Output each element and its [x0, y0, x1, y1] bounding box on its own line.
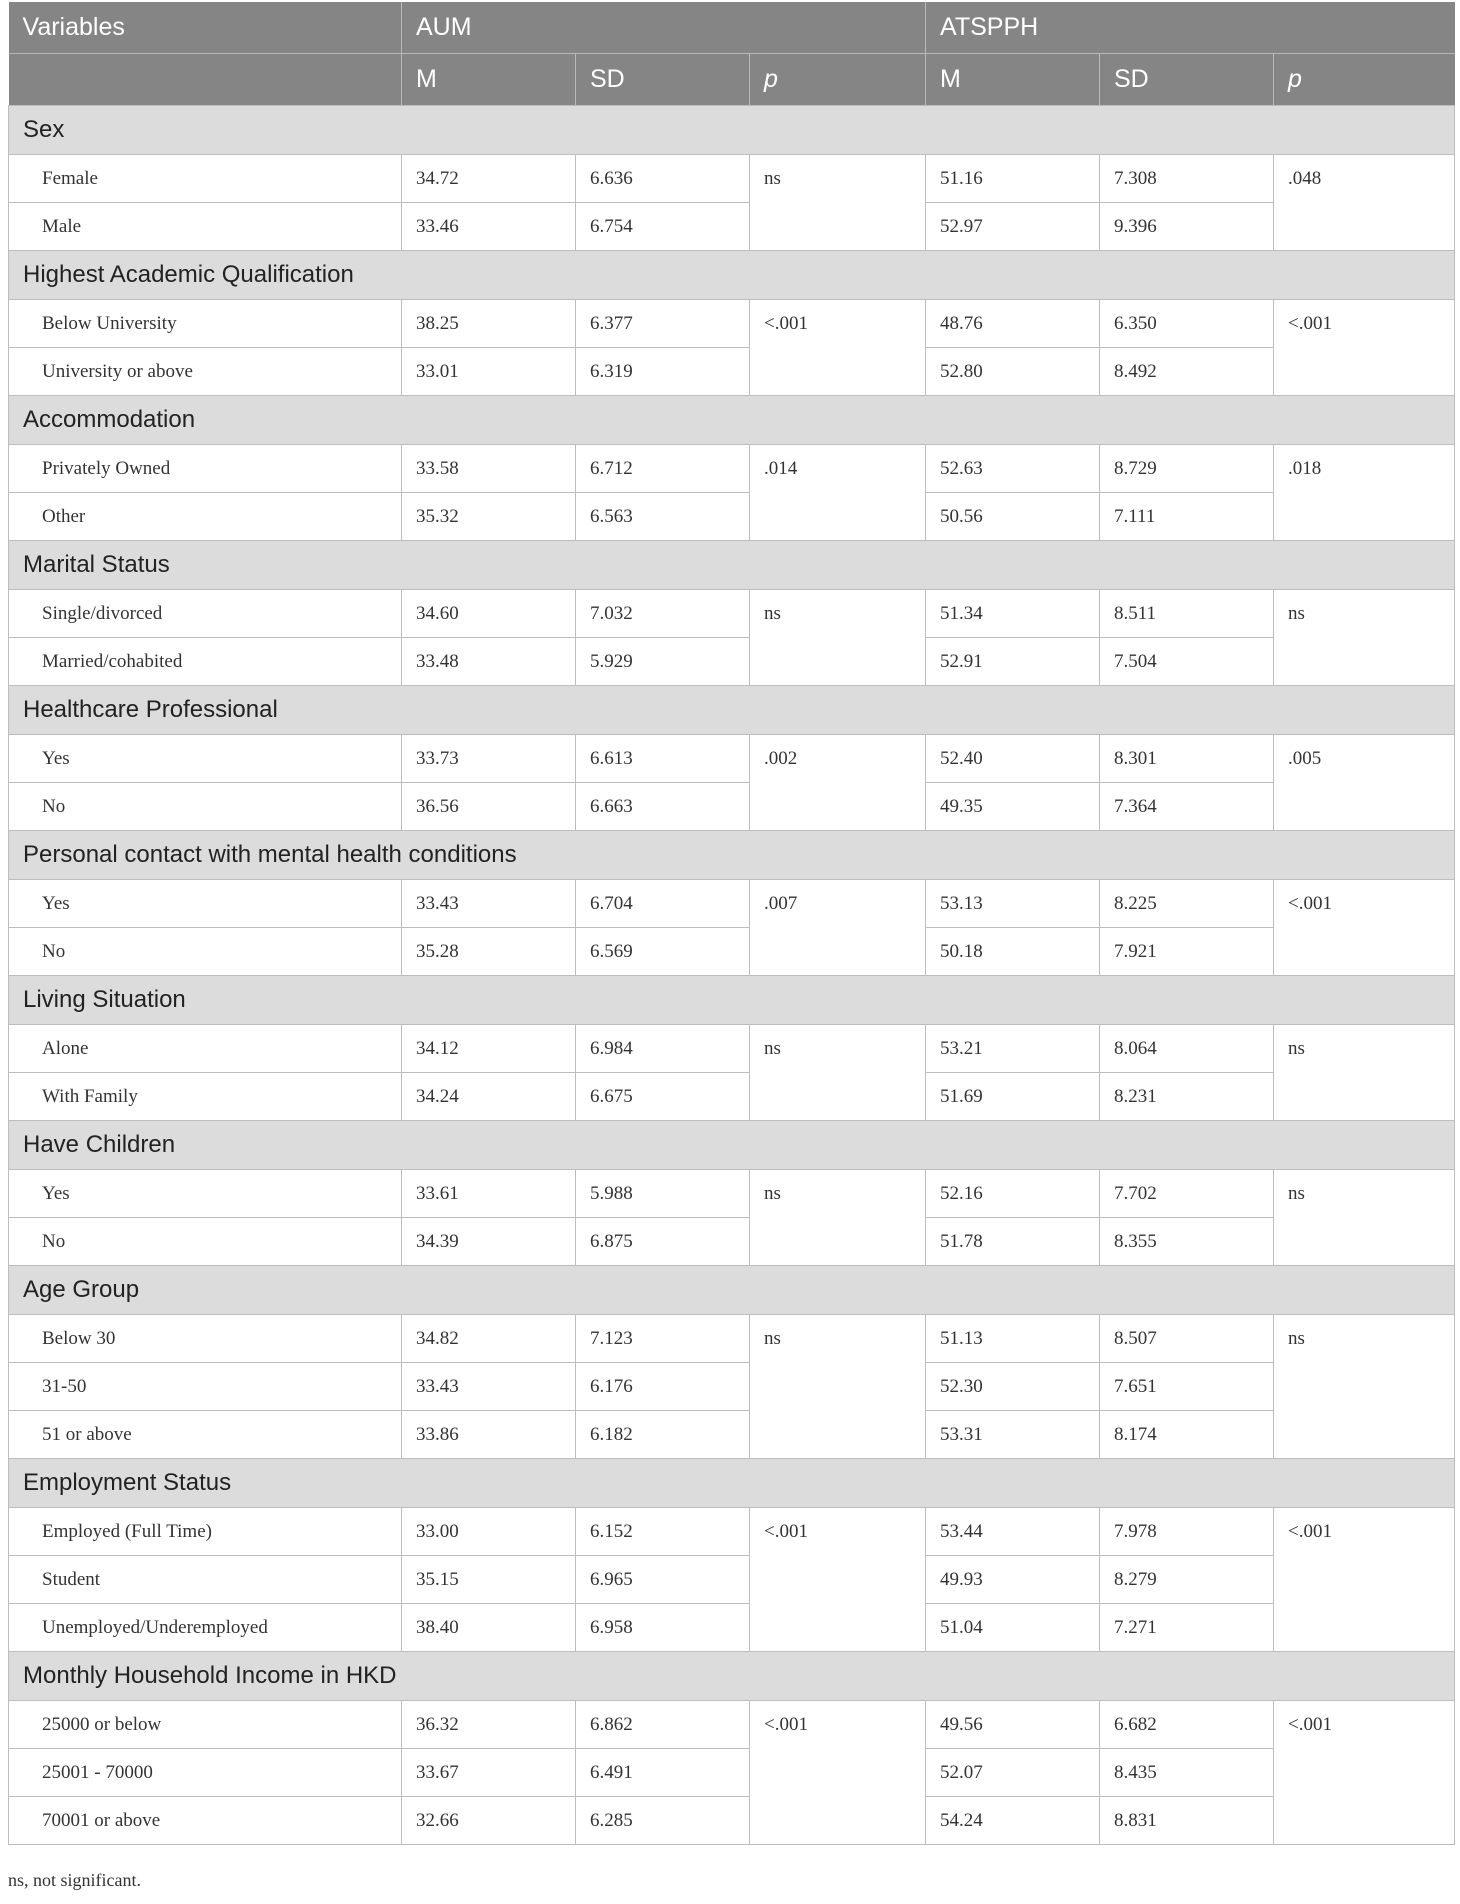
aum-sd-cell: 6.491 — [576, 1749, 750, 1797]
aum-sd-cell: 6.152 — [576, 1508, 750, 1556]
atspph-sd-cell: 7.308 — [1100, 155, 1274, 203]
table-row — [9, 300, 1455, 348]
aum-mean-cell: 34.24 — [402, 1073, 576, 1121]
table-row — [9, 1604, 1455, 1652]
table-row — [9, 1411, 1455, 1459]
atspph-mean-cell: 52.97 — [926, 203, 1100, 251]
aum-sd-cell: 6.984 — [576, 1025, 750, 1073]
aum-sd-cell: 6.569 — [576, 928, 750, 976]
header-row-2 — [9, 54, 1455, 106]
aum-mean-cell: 36.32 — [402, 1701, 576, 1749]
group-header-row — [9, 251, 1455, 300]
table-row — [9, 1556, 1455, 1604]
aum-mean-cell: 34.60 — [402, 590, 576, 638]
row-label: No — [9, 928, 402, 976]
row-label: 31-50 — [9, 1363, 402, 1411]
header-aum: AUM — [402, 2, 926, 54]
atspph-sd-cell: 7.111 — [1100, 493, 1274, 541]
atspph-sd-cell: 8.355 — [1100, 1218, 1274, 1266]
group-title: Marital Status — [9, 541, 1455, 590]
aum-mean-cell: 35.15 — [402, 1556, 576, 1604]
row-label: 25000 or below — [9, 1701, 402, 1749]
group-header-row — [9, 106, 1455, 155]
aum-p-value-cell: ns — [750, 1315, 926, 1459]
results-table-container — [8, 2, 1454, 1845]
table-footnote: ns, not significant. — [8, 1870, 141, 1890]
atspph-mean-cell: 51.69 — [926, 1073, 1100, 1121]
aum-sd-cell: 6.319 — [576, 348, 750, 396]
group-title: Monthly Household Income in HKD — [9, 1652, 1455, 1701]
group-header-row — [9, 1459, 1455, 1508]
group-title: Healthcare Professional — [9, 686, 1455, 735]
aum-mean-cell: 33.58 — [402, 445, 576, 493]
row-label: University or above — [9, 348, 402, 396]
group-header-row — [9, 1266, 1455, 1315]
group-title: Have Children — [9, 1121, 1455, 1170]
row-label: Employed (Full Time) — [9, 1508, 402, 1556]
aum-mean-cell: 34.82 — [402, 1315, 576, 1363]
table-row — [9, 783, 1455, 831]
atspph-mean-cell: 51.78 — [926, 1218, 1100, 1266]
header-atspph: ATSPPH — [926, 2, 1455, 54]
table-row — [9, 880, 1455, 928]
aum-sd-cell: 6.663 — [576, 783, 750, 831]
row-label: Married/cohabited — [9, 638, 402, 686]
table-body — [9, 106, 1455, 1845]
atspph-sd-cell: 7.978 — [1100, 1508, 1274, 1556]
row-label: Below 30 — [9, 1315, 402, 1363]
group-header-row — [9, 1121, 1455, 1170]
aum-sd-cell: 6.613 — [576, 735, 750, 783]
atspph-p-value-cell: <.001 — [1274, 1701, 1455, 1845]
aum-p-value-cell: <.001 — [750, 300, 926, 396]
aum-sd-cell: 5.988 — [576, 1170, 750, 1218]
aum-p-value-cell: .002 — [750, 735, 926, 831]
aum-sd-cell: 6.862 — [576, 1701, 750, 1749]
atspph-mean-cell: 51.16 — [926, 155, 1100, 203]
atspph-sd-cell: 8.831 — [1100, 1797, 1274, 1845]
atspph-p-value-cell: ns — [1274, 1315, 1455, 1459]
aum-mean-cell: 35.28 — [402, 928, 576, 976]
header-aum-sd: SD — [576, 54, 750, 106]
table-row — [9, 1749, 1455, 1797]
aum-sd-cell: 7.123 — [576, 1315, 750, 1363]
table-row — [9, 735, 1455, 783]
row-label: Female — [9, 155, 402, 203]
table-row — [9, 493, 1455, 541]
aum-mean-cell: 35.32 — [402, 493, 576, 541]
aum-mean-cell: 33.43 — [402, 880, 576, 928]
table-row — [9, 1315, 1455, 1363]
atspph-mean-cell: 52.16 — [926, 1170, 1100, 1218]
aum-sd-cell: 6.875 — [576, 1218, 750, 1266]
aum-mean-cell: 33.67 — [402, 1749, 576, 1797]
row-label: Unemployed/Underemployed — [9, 1604, 402, 1652]
row-label: Other — [9, 493, 402, 541]
atspph-mean-cell: 48.76 — [926, 300, 1100, 348]
group-header-row — [9, 1652, 1455, 1701]
table-row — [9, 348, 1455, 396]
atspph-sd-cell: 7.651 — [1100, 1363, 1274, 1411]
aum-sd-cell: 6.176 — [576, 1363, 750, 1411]
table-row — [9, 1797, 1455, 1845]
table-row — [9, 1218, 1455, 1266]
row-label: 25001 - 70000 — [9, 1749, 402, 1797]
aum-mean-cell: 33.00 — [402, 1508, 576, 1556]
aum-mean-cell: 36.56 — [402, 783, 576, 831]
aum-p-value-cell: .014 — [750, 445, 926, 541]
atspph-p-value-cell: <.001 — [1274, 300, 1455, 396]
aum-sd-cell: 6.285 — [576, 1797, 750, 1845]
group-title: Accommodation — [9, 396, 1455, 445]
atspph-mean-cell: 52.30 — [926, 1363, 1100, 1411]
group-header-row — [9, 541, 1455, 590]
atspph-p-value-cell: .018 — [1274, 445, 1455, 541]
table-row — [9, 1363, 1455, 1411]
results-table — [8, 2, 1455, 1845]
table-header — [9, 2, 1455, 106]
atspph-mean-cell: 52.07 — [926, 1749, 1100, 1797]
aum-sd-cell: 7.032 — [576, 590, 750, 638]
aum-sd-cell: 6.754 — [576, 203, 750, 251]
atspph-sd-cell: 8.064 — [1100, 1025, 1274, 1073]
group-title: Highest Academic Qualification — [9, 251, 1455, 300]
aum-sd-cell: 6.563 — [576, 493, 750, 541]
row-label: Male — [9, 203, 402, 251]
table-row — [9, 445, 1455, 493]
atspph-sd-cell: 7.504 — [1100, 638, 1274, 686]
row-label: Below University — [9, 300, 402, 348]
row-label: Alone — [9, 1025, 402, 1073]
aum-sd-cell: 6.712 — [576, 445, 750, 493]
group-title: Age Group — [9, 1266, 1455, 1315]
atspph-sd-cell: 6.350 — [1100, 300, 1274, 348]
atspph-p-value-cell: <.001 — [1274, 1508, 1455, 1652]
atspph-mean-cell: 51.13 — [926, 1315, 1100, 1363]
row-label: Student — [9, 1556, 402, 1604]
group-header-row — [9, 396, 1455, 445]
atspph-sd-cell: 7.702 — [1100, 1170, 1274, 1218]
atspph-sd-cell: 8.507 — [1100, 1315, 1274, 1363]
aum-mean-cell: 34.12 — [402, 1025, 576, 1073]
atspph-p-value-cell: .048 — [1274, 155, 1455, 251]
atspph-mean-cell: 50.56 — [926, 493, 1100, 541]
atspph-p-value-cell: .005 — [1274, 735, 1455, 831]
table-row — [9, 1701, 1455, 1749]
table-row — [9, 928, 1455, 976]
atspph-p-value-cell: ns — [1274, 1170, 1455, 1266]
aum-mean-cell: 38.40 — [402, 1604, 576, 1652]
aum-mean-cell: 38.25 — [402, 300, 576, 348]
aum-sd-cell: 6.958 — [576, 1604, 750, 1652]
atspph-sd-cell: 8.435 — [1100, 1749, 1274, 1797]
aum-sd-cell: 6.704 — [576, 880, 750, 928]
atspph-mean-cell: 53.31 — [926, 1411, 1100, 1459]
aum-sd-cell: 6.675 — [576, 1073, 750, 1121]
aum-mean-cell: 33.86 — [402, 1411, 576, 1459]
group-header-row — [9, 686, 1455, 735]
header-row-1 — [9, 2, 1455, 54]
aum-sd-cell: 5.929 — [576, 638, 750, 686]
row-label: Yes — [9, 735, 402, 783]
aum-mean-cell: 33.48 — [402, 638, 576, 686]
row-label: No — [9, 1218, 402, 1266]
group-header-row — [9, 831, 1455, 880]
atspph-mean-cell: 49.56 — [926, 1701, 1100, 1749]
atspph-sd-cell: 8.301 — [1100, 735, 1274, 783]
atspph-sd-cell: 7.921 — [1100, 928, 1274, 976]
table-row — [9, 203, 1455, 251]
aum-p-value-cell: .007 — [750, 880, 926, 976]
header-atspph-m: M — [926, 54, 1100, 106]
atspph-sd-cell: 7.364 — [1100, 783, 1274, 831]
aum-mean-cell: 33.43 — [402, 1363, 576, 1411]
atspph-p-value-cell: <.001 — [1274, 880, 1455, 976]
table-row — [9, 155, 1455, 203]
table-row — [9, 1170, 1455, 1218]
aum-mean-cell: 33.46 — [402, 203, 576, 251]
aum-p-value-cell: ns — [750, 155, 926, 251]
aum-mean-cell: 34.39 — [402, 1218, 576, 1266]
atspph-mean-cell: 51.34 — [926, 590, 1100, 638]
atspph-mean-cell: 53.44 — [926, 1508, 1100, 1556]
table-row — [9, 1508, 1455, 1556]
table-row — [9, 1073, 1455, 1121]
aum-mean-cell: 33.61 — [402, 1170, 576, 1218]
row-label: No — [9, 783, 402, 831]
table-row — [9, 590, 1455, 638]
atspph-sd-cell: 6.682 — [1100, 1701, 1274, 1749]
aum-sd-cell: 6.636 — [576, 155, 750, 203]
table-row — [9, 638, 1455, 686]
atspph-sd-cell: 8.225 — [1100, 880, 1274, 928]
header-aum-p: p — [750, 54, 926, 106]
atspph-sd-cell: 8.492 — [1100, 348, 1274, 396]
row-label: Privately Owned — [9, 445, 402, 493]
atspph-mean-cell: 52.91 — [926, 638, 1100, 686]
aum-mean-cell: 33.73 — [402, 735, 576, 783]
group-title: Living Situation — [9, 976, 1455, 1025]
atspph-p-value-cell: ns — [1274, 590, 1455, 686]
row-label: Yes — [9, 1170, 402, 1218]
group-title: Sex — [9, 106, 1455, 155]
row-label: 51 or above — [9, 1411, 402, 1459]
group-title: Employment Status — [9, 1459, 1455, 1508]
aum-p-value-cell: ns — [750, 590, 926, 686]
aum-sd-cell: 6.377 — [576, 300, 750, 348]
atspph-sd-cell: 9.396 — [1100, 203, 1274, 251]
atspph-sd-cell: 8.231 — [1100, 1073, 1274, 1121]
aum-p-value-cell: <.001 — [750, 1508, 926, 1652]
row-label: 70001 or above — [9, 1797, 402, 1845]
atspph-sd-cell: 8.174 — [1100, 1411, 1274, 1459]
atspph-sd-cell: 8.729 — [1100, 445, 1274, 493]
aum-p-value-cell: ns — [750, 1025, 926, 1121]
atspph-mean-cell: 53.21 — [926, 1025, 1100, 1073]
group-header-row — [9, 976, 1455, 1025]
aum-mean-cell: 33.01 — [402, 348, 576, 396]
aum-mean-cell: 32.66 — [402, 1797, 576, 1845]
aum-sd-cell: 6.182 — [576, 1411, 750, 1459]
header-empty — [9, 54, 402, 106]
aum-mean-cell: 34.72 — [402, 155, 576, 203]
header-atspph-sd: SD — [1100, 54, 1274, 106]
atspph-sd-cell: 7.271 — [1100, 1604, 1274, 1652]
atspph-sd-cell: 8.511 — [1100, 590, 1274, 638]
row-label: With Family — [9, 1073, 402, 1121]
header-variables: Variables — [9, 2, 402, 54]
aum-p-value-cell: <.001 — [750, 1701, 926, 1845]
row-label: Single/divorced — [9, 590, 402, 638]
atspph-mean-cell: 52.63 — [926, 445, 1100, 493]
aum-p-value-cell: ns — [750, 1170, 926, 1266]
header-atspph-p: p — [1274, 54, 1455, 106]
atspph-mean-cell: 53.13 — [926, 880, 1100, 928]
table-row — [9, 1025, 1455, 1073]
group-title: Personal contact with mental health conditions — [9, 831, 1455, 880]
atspph-sd-cell: 8.279 — [1100, 1556, 1274, 1604]
row-label: Yes — [9, 880, 402, 928]
atspph-mean-cell: 50.18 — [926, 928, 1100, 976]
header-aum-m: M — [402, 54, 576, 106]
aum-sd-cell: 6.965 — [576, 1556, 750, 1604]
atspph-mean-cell: 49.93 — [926, 1556, 1100, 1604]
atspph-mean-cell: 49.35 — [926, 783, 1100, 831]
atspph-mean-cell: 52.40 — [926, 735, 1100, 783]
atspph-mean-cell: 52.80 — [926, 348, 1100, 396]
atspph-mean-cell: 54.24 — [926, 1797, 1100, 1845]
atspph-p-value-cell: ns — [1274, 1025, 1455, 1121]
atspph-mean-cell: 51.04 — [926, 1604, 1100, 1652]
